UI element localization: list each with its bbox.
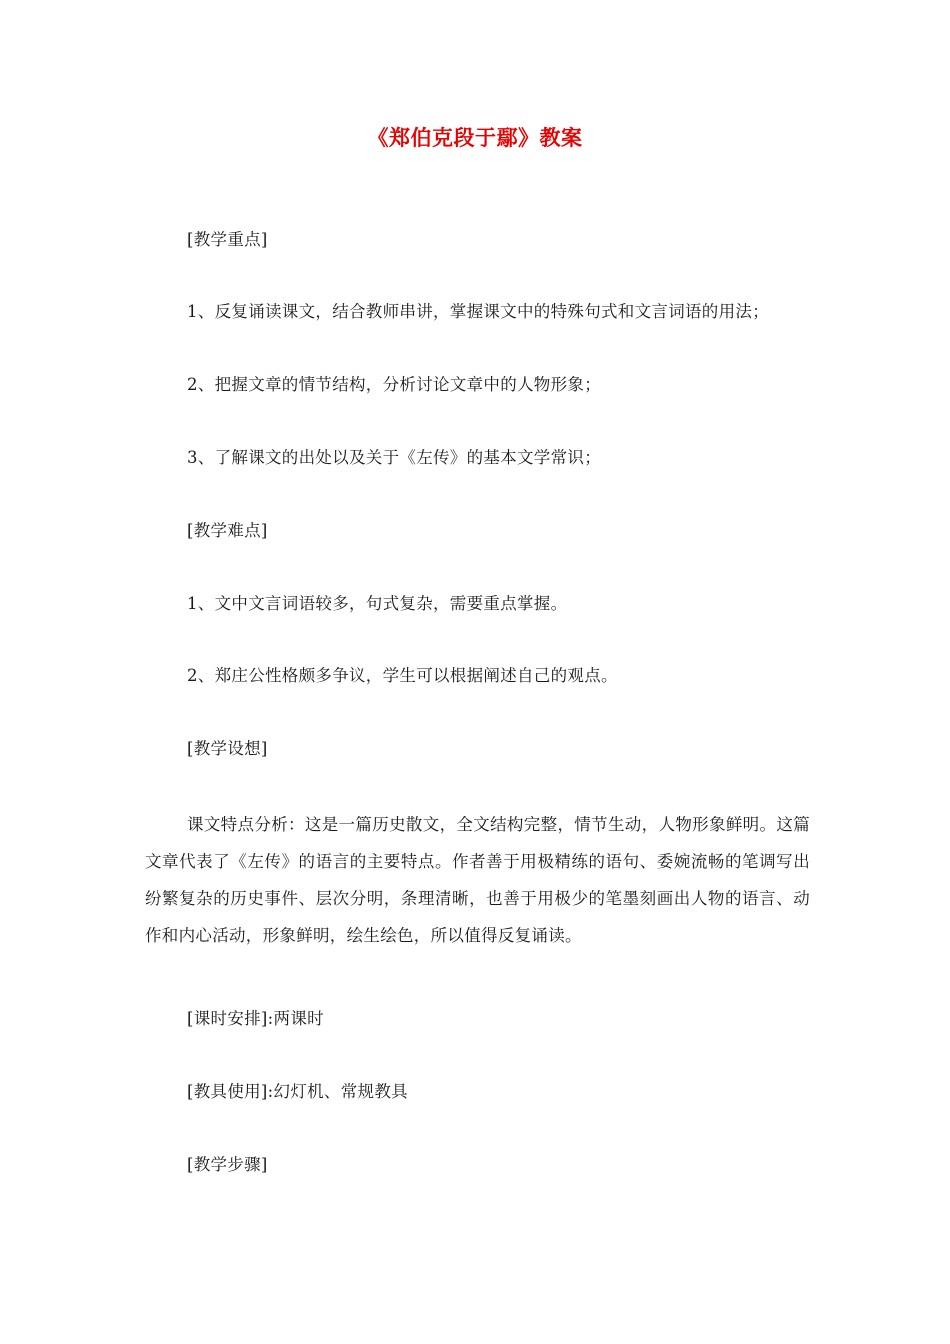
focus-item-3: 3、了解课文的出处以及关于《左传》的基本文学常识；	[187, 448, 601, 467]
focus-item-2: 2、把握文章的情节结构，分析讨论文章中的人物形象；	[187, 375, 601, 394]
difficulty-item-1: 1、文中文言词语较多，句式复杂，需要重点掌握。	[187, 594, 568, 613]
tools-line: [教具使用]:幻灯机、常规教具	[187, 1082, 408, 1101]
focus-item-1: 1、反复诵读课文，结合教师串讲，掌握课文中的特殊句式和文言词语的用法；	[187, 302, 769, 321]
document-title: 《郑伯克段于鄢》教案	[367, 125, 583, 150]
analysis-paragraph: 课文特点分析：这是一篇历史散文，全文结构完整，情节生动，人物形象鲜明。这篇文章代表了《左传》的语言的主要特点。作者善于用极精练的语句、委婉流畅的笔调写出纷繁复杂的历史事件、层次分明，条理清晰，也善于用极少的笔墨刻画出人物的语言、动作和内心活动，形象鲜明，绘生绘色，所以值得反复诵读。	[145, 815, 810, 945]
focus-heading: [教学重点]	[187, 230, 268, 249]
steps-heading: [教学步骤]	[187, 1155, 268, 1174]
difficulty-item-2: 2、郑庄公性格颇多争议，学生可以根据阐述自己的观点。	[187, 666, 618, 685]
difficulty-heading: [教学难点]	[187, 521, 268, 540]
design-heading: [教学设想]	[187, 739, 268, 758]
schedule-line: [课时安排]:两课时	[187, 1009, 324, 1028]
